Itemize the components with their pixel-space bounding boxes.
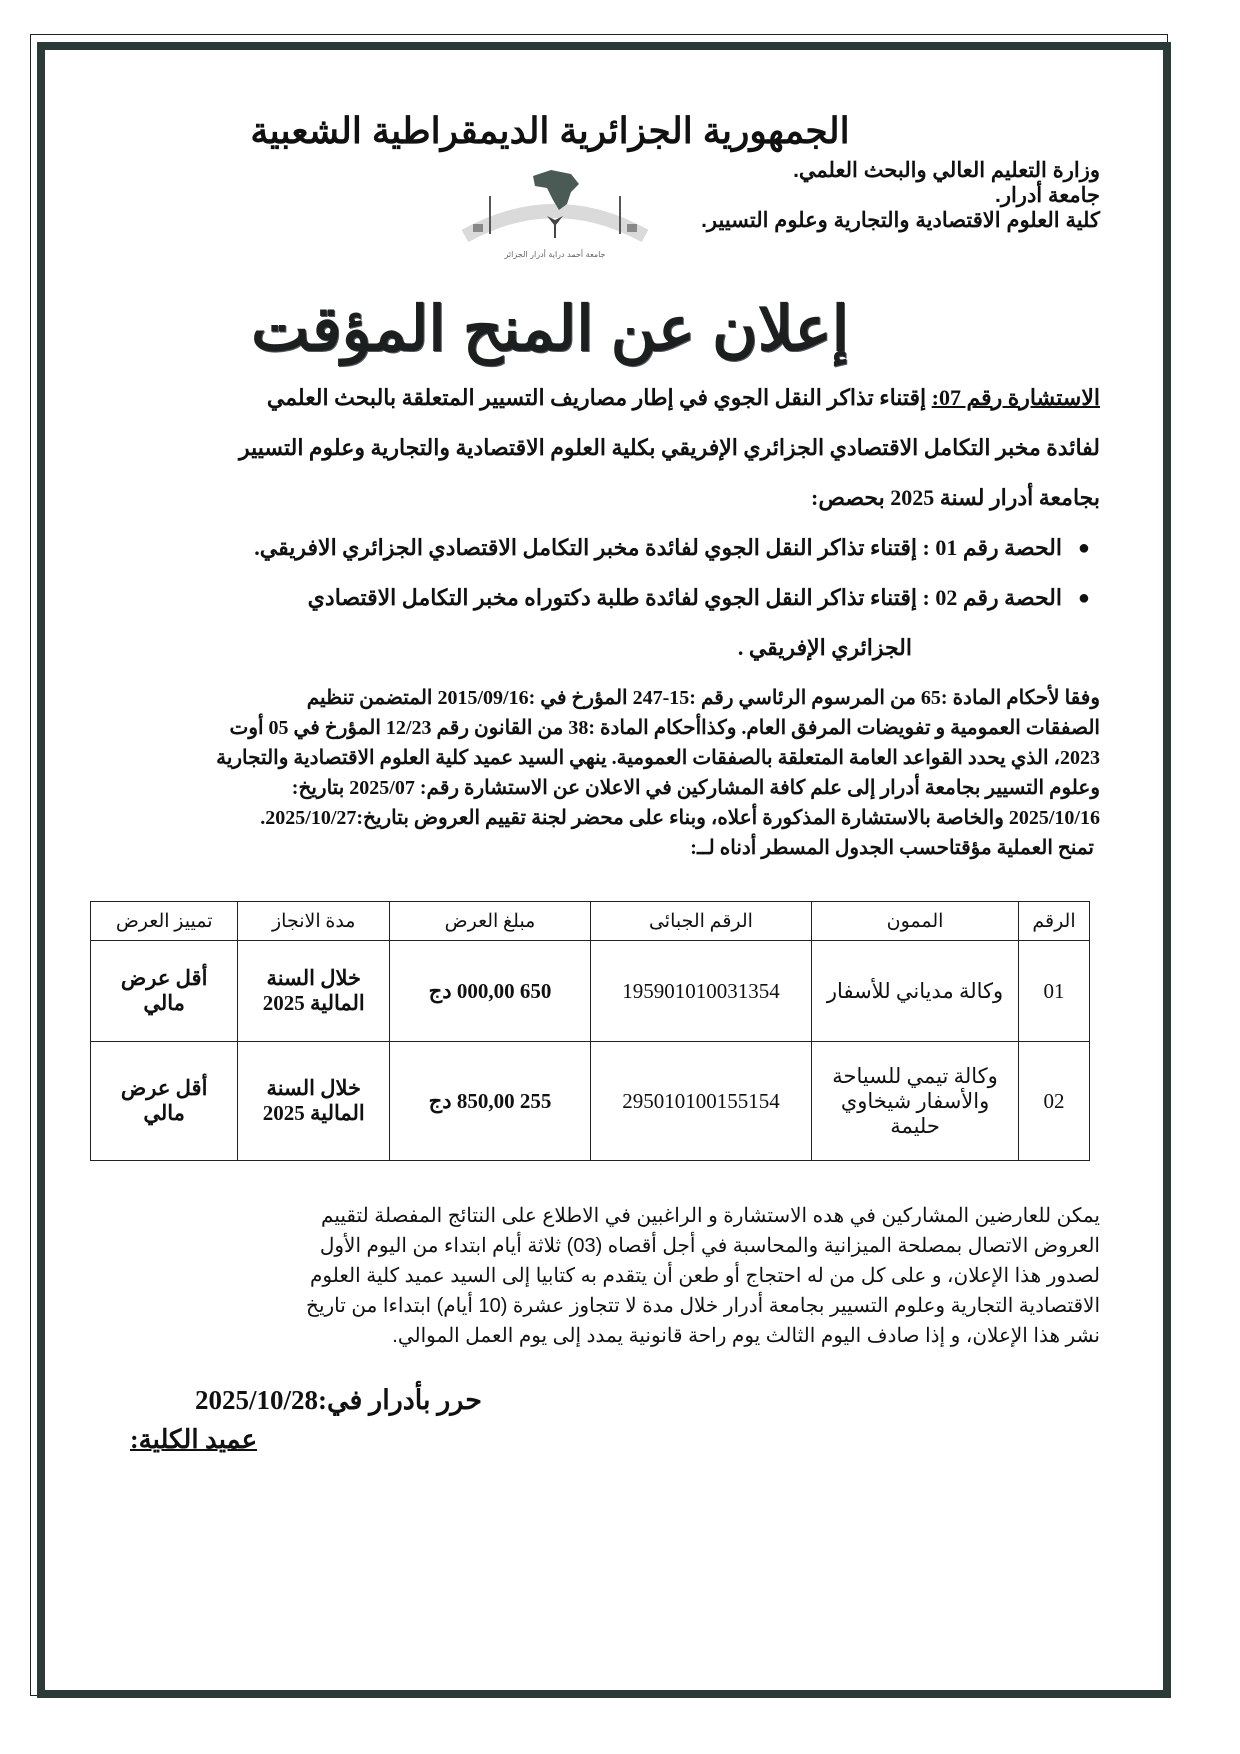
award-table [90, 901, 1090, 1161]
university-logo-icon [455, 166, 655, 246]
cell-tax-id: 195901010031354 [590, 941, 811, 1042]
closing-line: العروض الاتصال بمصلحة الميزانية والمحاسبة في أجل أقصاه (03) ثلاثة أيام ابتداء من اليوم الأول [319, 1235, 1100, 1257]
lot-label: الحصة رقم 02 : [922, 585, 1062, 610]
lots-list [80, 523, 1100, 673]
closing-line: الاقتصادية التجارية وعلوم التسيير بجامعة أدرار خلال مدة لا تتجاوز عشرة (10 أيام) ابتداءا من تاريخ [306, 1295, 1100, 1317]
lot-label: الحصة رقم 01 : [922, 535, 1062, 560]
cell-distinction [91, 1042, 238, 1161]
cell-duration [238, 1042, 390, 1161]
legal-line: وفقا لأحكام المادة :65 من المرسوم الرئاسي رقم :15-247 المؤرخ في :2015/09/16 المتضمن تنظيم [306, 687, 1100, 709]
bullet-icon: ● [1077, 587, 1090, 609]
cell-amount: 255 850,00 دج [390, 1042, 591, 1161]
legal-line: وعلوم التسيير بجامعة أدرار إلى علم كافة المشاركين في الاعلان عن الاستشارة رقم: 2025/07 بتاريخ: [291, 777, 1100, 799]
closing-line: نشر هذا الإعلان، و إذا صادف اليوم الثالث يوم راحة قانونية يمدد إلى يوم العمل الموالي. [392, 1325, 1100, 1347]
signoff-block [80, 1385, 1100, 1465]
distinction-line: مالي [143, 991, 185, 1015]
cell-tax-id: 295010100155154 [590, 1042, 811, 1161]
header-duration: مدة الانجاز [238, 902, 390, 941]
dean-signature-label: عميد الكلية: [130, 1425, 258, 1454]
republic-heading: الجمهورية الجزائرية الديمقراطية الشعبية [250, 110, 850, 151]
bullet-icon: ● [1077, 537, 1090, 559]
duration-line: خلال السنة [266, 966, 362, 990]
ministry-name: وزارة التعليم العالي والبحث العلمي. [793, 159, 1100, 182]
consultation-label: الاستشارة رقم 07: [931, 385, 1100, 410]
cell-index: 01 [1018, 941, 1089, 1042]
legal-basis-paragraph [80, 683, 1100, 863]
consultation-subject: إقتناء تذاكر النقل الجوي في إطار مصاريف التسيير المتعلقة بالبحث العلمي [266, 385, 927, 410]
distinction-line: أقل عرض [120, 1076, 208, 1100]
institution-block [701, 158, 1100, 233]
consultation-line-2: لفائدة مخبر التكامل الاقتصادي الجزائري الإفريقي بكلية العلوم الاقتصادية والتجارية وعلوم التسيير [238, 435, 1100, 460]
lot-text: إقتناء تذاكر النقل الجوي لفائدة مخبر التكامل الاقتصادي الجزائري الافريقي. [254, 535, 917, 560]
legal-line: تمنح العملية مؤقتاحسب الجدول المسطر أدناه لــ: [690, 837, 1094, 859]
header-supplier: الممون [812, 902, 1019, 941]
table-row [91, 941, 1090, 1042]
logo-caption: جامعة أحمد دراية أدرار الجزائر [504, 250, 606, 259]
institution-header [80, 158, 1100, 268]
closing-line: لصدور هذا الإعلان، و على كل من له احتجاج أو طعن أن يتقدم به كتابيا إلى السيد عميد كلية العلوم [310, 1265, 1100, 1287]
legal-line: الصفقات العمومية و تفويضات المرفق العام. وكذاأحكام المادة :38 من القانون رقم 12/23 المؤرخ في 05 أوت [229, 717, 1100, 739]
duration-line: المالية 2025 [262, 991, 365, 1015]
cell-supplier: وكالة تيمي للسياحة والأسفار شيخاوي حليمة [812, 1042, 1019, 1161]
lot-text: إقتناء تذاكر النقل الجوي لفائدة طلبة دكتوراه مخبر التكامل الاقتصادي [307, 585, 917, 610]
cell-distinction [91, 941, 238, 1042]
table-header-row [91, 902, 1090, 941]
announcement-document [80, 90, 1100, 1465]
consultation-paragraph [80, 373, 1100, 523]
cell-amount: 650 000,00 دج [390, 941, 591, 1042]
lot-item [80, 523, 1090, 573]
lot-text-continuation: الجزائري الإفريقي . [737, 635, 912, 660]
lot-item [80, 573, 1090, 673]
header-index: الرقم [1018, 902, 1089, 941]
distinction-line: مالي [143, 1101, 185, 1125]
duration-line: خلال السنة [266, 1076, 362, 1100]
cell-index: 02 [1018, 1042, 1089, 1161]
consultation-line-3: بجامعة أدرار لسنة 2025 بحصص: [811, 485, 1100, 510]
cell-duration [238, 941, 390, 1042]
header-tax-id: الرقم الجبائى [590, 902, 811, 941]
table-row [91, 1042, 1090, 1161]
document-title: إعلان عن المنح المؤقت [251, 295, 849, 364]
place-date: حرر بأدرار في:2025/10/28 [195, 1385, 482, 1415]
cell-supplier: وكالة مدياني للأسفار [812, 941, 1019, 1042]
university-name: جامعة أدرار. [995, 184, 1100, 207]
header-amount: مبلغ العرض [390, 902, 591, 941]
legal-line: 2025/10/16 والخاصة بالاستشارة المذكورة أعلاه، وبناء على محضر لجنة تقييم العروض بتاريخ:2025/10/27. [260, 807, 1100, 829]
distinction-line: أقل عرض [120, 966, 208, 990]
consultation-line-1 [80, 373, 1100, 423]
faculty-name: كلية العلوم الاقتصادية والتجارية وعلوم التسيير. [701, 209, 1100, 232]
appeal-paragraph [80, 1201, 1100, 1351]
legal-line: 2023، الذي يحدد القواعد العامة المتعلقة بالصفقات العمومية. ينهي السيد عميد كلية العلوم الاقتصادية والتجارية [216, 747, 1100, 769]
header-distinction: تمييز العرض [91, 902, 238, 941]
closing-line: يمكن للعارضين المشاركين في هده الاستشارة و الراغبين في الاطلاع على النتائج المفصلة لتقييم [321, 1205, 1100, 1227]
duration-line: المالية 2025 [262, 1101, 365, 1125]
